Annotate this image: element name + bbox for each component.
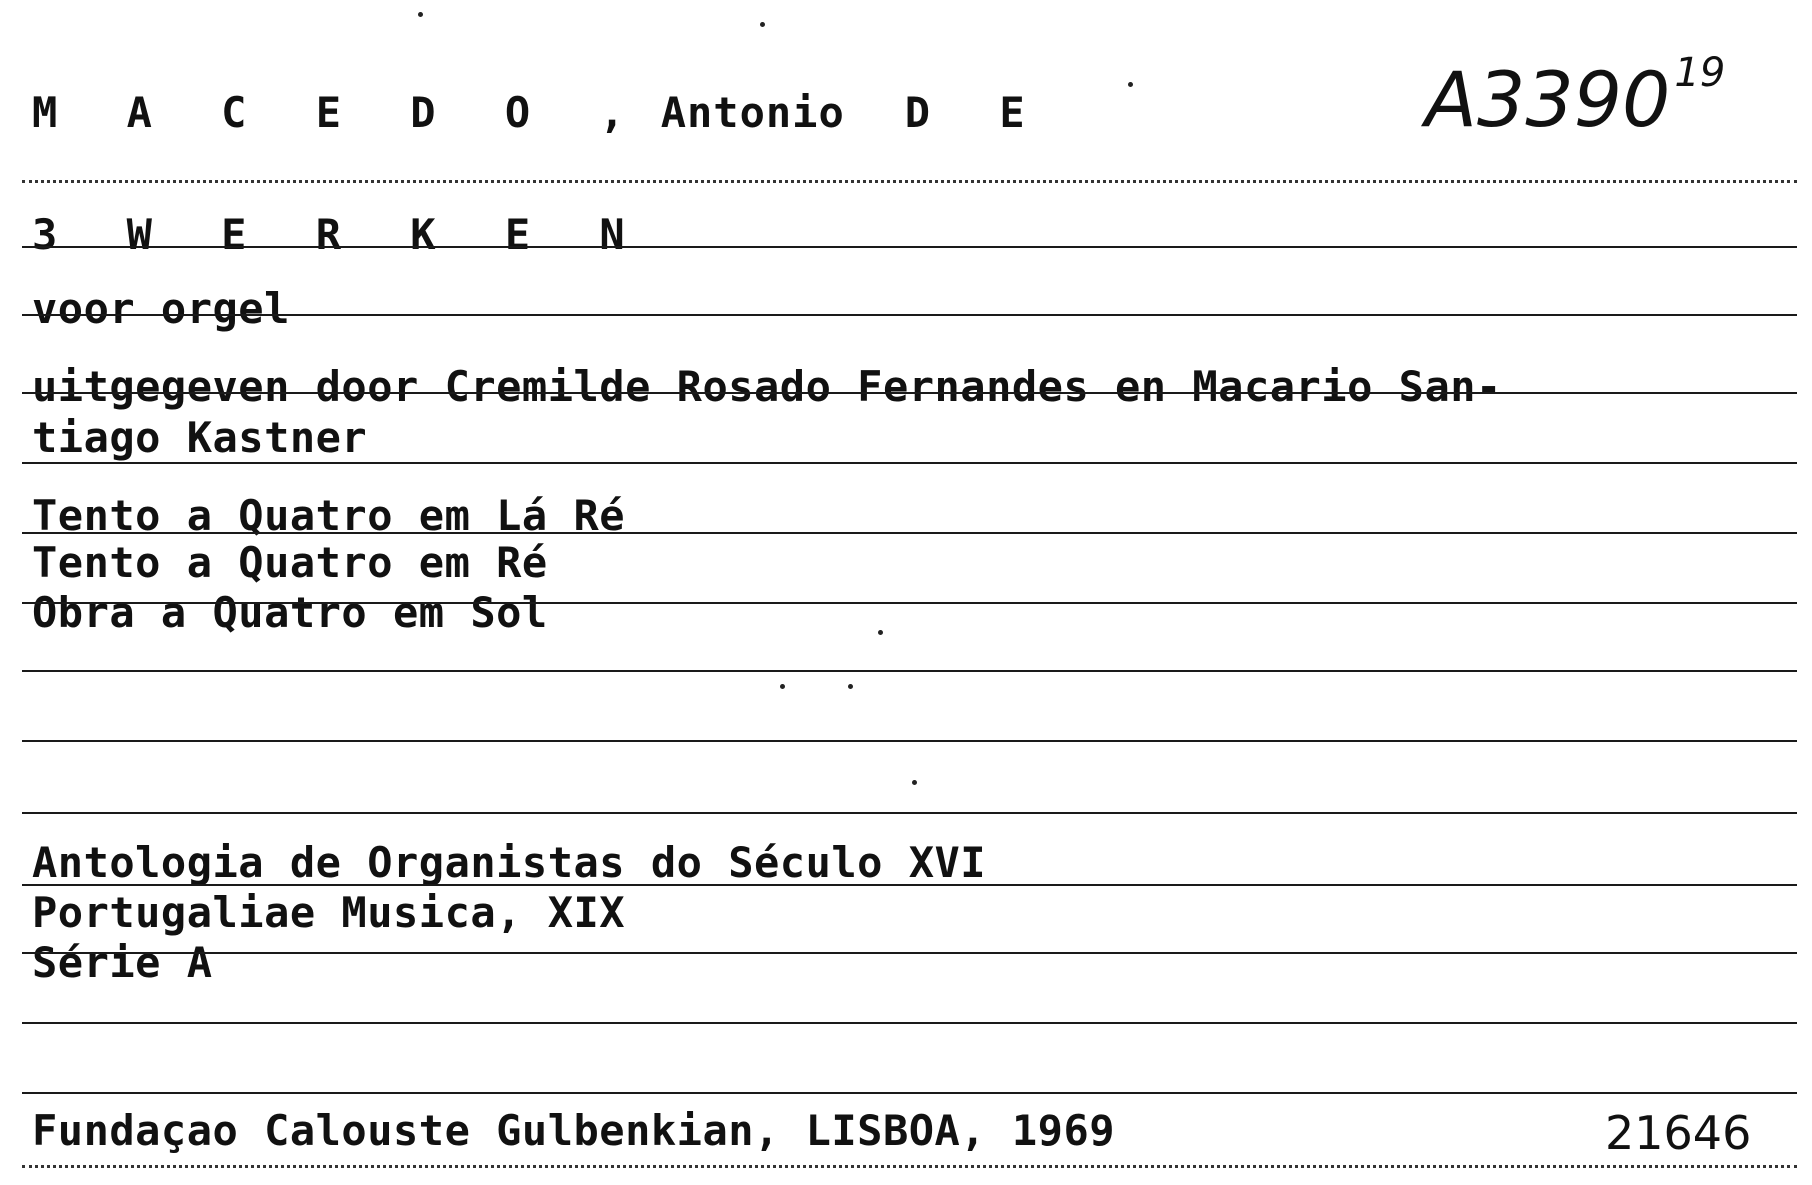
ruled-line [22,952,1797,954]
contents-item: Tento a Quatro em Ré [32,538,548,587]
series-item: Portugaliae Musica, XIX [32,888,626,937]
ruled-line [22,1022,1797,1024]
ruled-line [22,392,1797,394]
scan-speck [780,684,785,689]
ruled-line [22,314,1797,316]
editors-line-1: uitgegeven door Cremilde Rosado Fernandes en Macario San- [32,362,1502,411]
scan-speck [878,630,883,635]
author-particle: D E [904,88,1047,137]
ruled-line [22,462,1797,464]
scan-speck [1128,82,1133,87]
scan-speck [418,12,423,17]
publisher: Fundaçao Calouste Gulbenkian, LISBOA, 1969 [32,1106,1116,1155]
ruled-line [22,1092,1797,1094]
contents-item: Obra a Quatro em Sol [32,588,548,637]
ruled-line [22,246,1797,248]
author-heading [32,88,1047,137]
accession-number: 21646 [1605,1106,1752,1160]
ruled-line [22,884,1797,886]
series-item: Antologia de Organistas do Século XVI [32,838,987,887]
contents-item: Tento a Quatro em Lá Ré [32,491,626,540]
dotted-rule [22,1165,1797,1168]
call-number-suffix: 19 [1674,49,1726,96]
title: 3 W E R K E N [32,210,647,259]
ruled-line [22,532,1797,534]
ruled-line [22,812,1797,814]
scan-speck [848,684,853,689]
call-number [1425,49,1726,144]
editors-line-2: tiago Kastner [32,413,368,462]
subtitle: voor orgel [32,284,290,333]
scan-speck [912,780,917,785]
author-surname: M A C E D O , [32,88,647,137]
author-given-name: Antonio [660,88,845,137]
ruled-line [22,670,1797,672]
series-item: Série A [32,938,213,987]
dotted-rule [22,180,1797,183]
scan-speck [760,22,765,27]
ruled-line [22,740,1797,742]
call-number-main: A3390 [1425,55,1671,144]
ruled-line [22,602,1797,604]
